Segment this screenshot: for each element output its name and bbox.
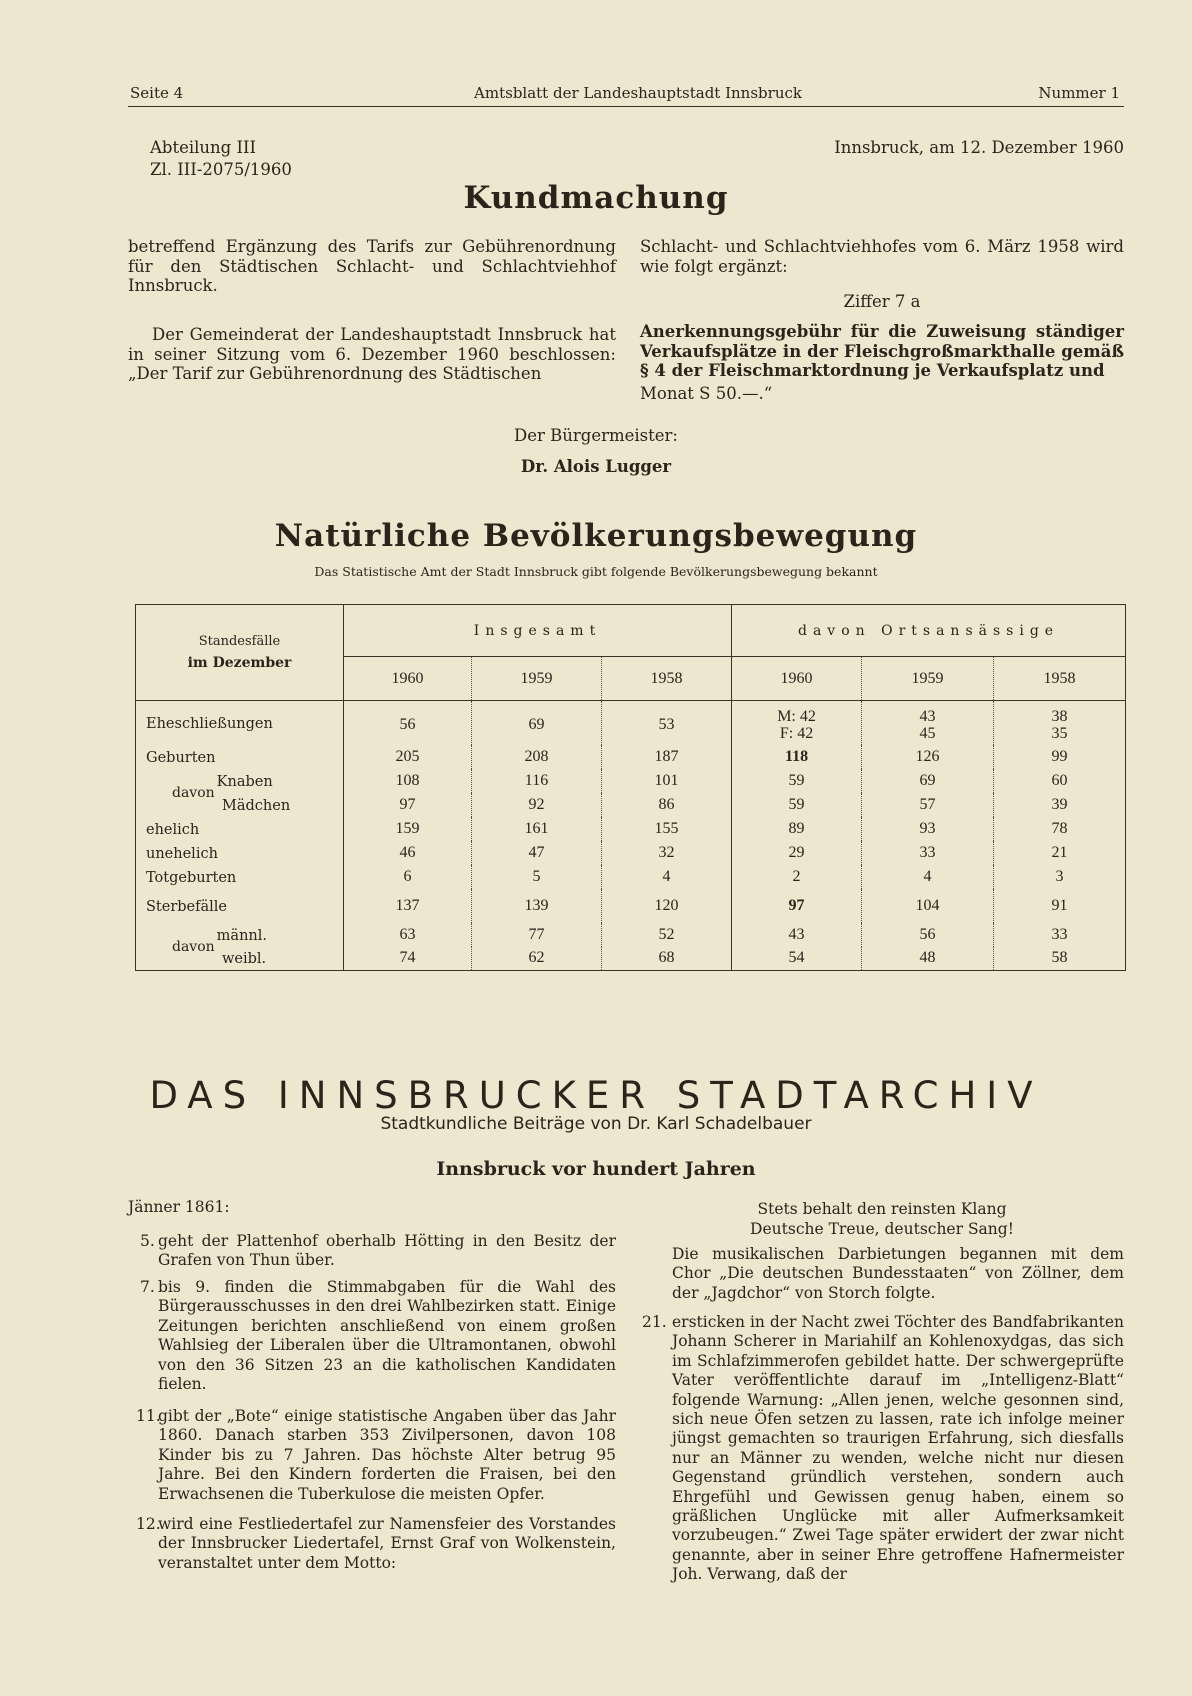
table-header-row xyxy=(136,605,1126,657)
entry-day: 11. xyxy=(136,1407,161,1425)
table-cell: 92 xyxy=(472,793,602,817)
table-cell: 208 xyxy=(472,745,602,769)
table-row xyxy=(136,745,1126,769)
table-cell: 38 35 xyxy=(994,701,1126,745)
table-cell: 97 xyxy=(788,896,805,914)
row-label: Mädchen xyxy=(222,797,291,814)
column-label-cell xyxy=(136,605,344,701)
table-row xyxy=(136,817,1126,841)
row-label-cell xyxy=(136,745,344,769)
row-label-cell xyxy=(136,817,344,841)
year-header: 1960 xyxy=(732,657,862,701)
chronicle-entry xyxy=(140,1278,616,1394)
row-label-cell xyxy=(136,865,344,889)
table-cell: 104 xyxy=(862,889,994,923)
table-cell: 33 xyxy=(862,841,994,865)
table-cell: 56 xyxy=(862,923,994,947)
year-header: 1959 xyxy=(862,657,994,701)
table-cell: 97 xyxy=(399,795,416,813)
table-cell: 52 xyxy=(602,923,732,947)
table-body xyxy=(136,701,1126,971)
group-header-total: Insgesamt xyxy=(344,605,732,657)
row-label: männl. xyxy=(216,927,267,944)
table-cell: 63 xyxy=(399,925,416,943)
population-table xyxy=(135,604,1126,971)
population-subtitle: Das Statistische Amt der Stadt Innsbruck gibt folgende Bevölkerungsbewegung bekannt xyxy=(314,564,878,579)
column-label-1: Standesfälle xyxy=(198,634,281,649)
row-label-cell xyxy=(136,769,344,801)
table-row xyxy=(136,701,1126,745)
table-row xyxy=(136,841,1126,865)
table-cell: 43 45 xyxy=(862,701,994,745)
row-label-cell xyxy=(136,923,344,955)
table-cell: 108 xyxy=(395,771,420,789)
table-row xyxy=(136,889,1126,923)
entry-text: bis 9. finden die Stimmabgaben für die Wahl des Bürgerausschusses in den drei Wahlbezirken statt. Einige Zeitungen berichten anschließend von einem großen Wahlsieg der Liberalen über die Ultramontanen, obwohl von den 36 Sitzen 23 an die katholischen Kandidaten fielen. xyxy=(158,1278,616,1394)
table-cell: 161 xyxy=(472,817,602,841)
row-label: ehelich xyxy=(146,821,200,838)
table-cell: 74 xyxy=(344,947,472,971)
row-prefix: davon xyxy=(172,784,215,801)
running-header xyxy=(128,84,1124,107)
year-header: 1960 xyxy=(344,657,472,701)
table-cell: 86 xyxy=(602,793,732,817)
table-cell: 54 xyxy=(732,947,862,971)
row-label: Geburten xyxy=(146,749,216,766)
row-label: weibl. xyxy=(222,951,267,968)
column-label-2: im Dezember xyxy=(187,655,292,671)
issue-number: Nummer 1 xyxy=(1038,84,1120,102)
table-cell: 62 xyxy=(472,947,602,971)
reference-number: Zl. III-2075/1960 xyxy=(150,160,292,179)
table-cell: 43 xyxy=(788,925,805,943)
table-cell: 78 xyxy=(994,817,1126,841)
month-heading: Jänner 1861: xyxy=(128,1198,230,1216)
table-cell: 137 xyxy=(395,896,420,914)
table-cell: 4 xyxy=(862,865,994,889)
table-cell: 69 xyxy=(472,701,602,745)
entry-text: gibt der „Bote“ einige statistische Angaben über das Jahr 1860. Danach starben 353 Zivilpersonen, davon 108 Kinder bis zu 7 Jahren. Das höchste Alter betrug 95 Jahre. Bei den Kindern forderten die Fraisen, bei den Erwachsenen die Tuberkulose die meisten Opfer. xyxy=(158,1407,616,1503)
table-cell: 29 xyxy=(788,843,805,861)
chronicle-entry xyxy=(136,1407,616,1504)
table-cell: 46 xyxy=(399,843,416,861)
table-cell: 139 xyxy=(472,889,602,923)
table-cell: 39 xyxy=(994,793,1126,817)
motto-line-1: Stets behalt den reinsten Klang xyxy=(757,1200,1007,1218)
table-cell: 5 xyxy=(472,865,602,889)
motto-line-2: Deutsche Treue, deutscher Sang! xyxy=(750,1220,1014,1238)
year-header: 1958 xyxy=(602,657,732,701)
chronicle-entry xyxy=(642,1313,1124,1585)
table-cell: 33 xyxy=(994,923,1126,947)
table-cell: 32 xyxy=(602,841,732,865)
ziffer-text: Anerkennungsgebühr für die Zuweisung ständiger Verkaufsplätze in der Fleischgroßmarkthalle gemäß § 4 der Fleischmarktordnung je Verkaufsplatz und xyxy=(640,322,1124,380)
table-cell: 93 xyxy=(862,817,994,841)
table-cell: 120 xyxy=(602,889,732,923)
row-label-cell xyxy=(136,841,344,865)
archive-section-title: Innsbruck vor hundert Jahren xyxy=(436,1158,756,1180)
table-cell: 99 xyxy=(994,745,1126,769)
ziffer-heading: Ziffer 7 a xyxy=(843,292,921,311)
archive-title: DAS INNSBRUCKER STADTARCHIV xyxy=(149,1074,1043,1117)
page-number: Seite 4 xyxy=(130,84,184,102)
table-cell: 116 xyxy=(472,769,602,793)
archive-subtitle: Stadtkundliche Beiträge von Dr. Karl Schadelbauer xyxy=(380,1114,812,1134)
table-cell: 59 xyxy=(788,771,805,789)
entry-day: 12. xyxy=(136,1515,161,1533)
table-cell: 89 xyxy=(788,819,805,837)
table-cell: 60 xyxy=(994,769,1126,793)
entry-text: wird eine Festliedertafel zur Namensfeier des Vorstandes der Innsbrucker Liedertafel, Ernst Graf von Wolkenstein, veranstaltet unter dem Motto: xyxy=(158,1515,616,1572)
row-label-cell xyxy=(136,793,344,817)
row-label-cell xyxy=(136,701,344,745)
table-cell: 56 xyxy=(399,715,416,733)
signer-name: Dr. Alois Lugger xyxy=(520,457,672,476)
table-cell: 77 xyxy=(472,923,602,947)
table-cell: 48 xyxy=(862,947,994,971)
table-cell: 69 xyxy=(862,769,994,793)
row-label: Knaben xyxy=(216,773,273,790)
notice-intro: betreffend Ergänzung des Tarifs zur Gebührenordnung für den Städtischen Schlacht- und Schlachtviehhof Innsbruck. xyxy=(128,237,616,295)
entry-day: 21. xyxy=(642,1313,667,1331)
row-label: unehelich xyxy=(146,845,218,862)
table-row xyxy=(136,923,1126,947)
chronicle-entry xyxy=(136,1515,616,1573)
entry-day: 5. xyxy=(140,1232,155,1250)
notice-title: Kundmachung xyxy=(463,180,729,216)
entry-day: 7. xyxy=(140,1278,155,1296)
table-cell: 4 xyxy=(602,865,732,889)
table-row xyxy=(136,865,1126,889)
entry-text: ersticken in der Nacht zwei Töchter des Bandfabrikanten Johann Scherer in Mariahilf an Kohlenoxydgas, das sich im Schlafzimmerofen gebildet hatte. Der schwergeprüfte Vater veröffentlichte darauf im „Intelligenz-Blatt“ folgende Warnung: „Allen jenen, welche gesonnen sind, sich neue Öfen setzen zu lassen, rate ich infolge meiner jüngst gemachten so traurigen Erfahrung, sich diesfalls nur an Männer zu wenden, welche nicht nur diesen Gegenstand gründlich verstehen, sondern auch Ehrgefühl und Gewissen genug haben, einem so gräßlichen Unglücke mit aller Aufmerksamkeit vorzubeugen.“ Zwei Tage später erwidert der zwar nicht genannte, aber in seiner Ehre getroffene Hafnermeister Joh. Verwang, daß der xyxy=(672,1313,1124,1584)
table-cell: 2 xyxy=(792,867,801,885)
table-row xyxy=(136,769,1126,793)
table-cell: 91 xyxy=(994,889,1126,923)
publication-title: Amtsblatt der Landeshauptstadt Innsbruck xyxy=(474,84,802,102)
row-label-cell xyxy=(136,889,344,923)
row-label: Totgeburten xyxy=(146,869,237,886)
row-label-cell xyxy=(136,947,344,971)
table-cell: 68 xyxy=(602,947,732,971)
group-header-residents: davon Ortsansässige xyxy=(732,605,1126,657)
department: Abteilung III xyxy=(150,138,257,157)
entry-text: geht der Plattenhof oberhalb Hötting in den Besitz der Grafen von Thun über. xyxy=(158,1232,616,1270)
table-cell: 57 xyxy=(862,793,994,817)
music-paragraph: Die musikalischen Darbietungen begannen mit dem Chor „Die deutschen Bundesstaaten“ von Zöllner, dem der „Jagdchor“ von Storch folgte. xyxy=(672,1245,1124,1302)
council-resolution: Der Gemeinderat der Landeshauptstadt Innsbruck hat in seiner Sitzung vom 6. Dezember 1960 beschlossen: „Der Tarif zur Gebührenordnung des Städtischen xyxy=(128,325,616,383)
table-cell: 53 xyxy=(602,701,732,745)
year-header: 1959 xyxy=(472,657,602,701)
table-cell: 187 xyxy=(602,745,732,769)
table-cell: 205 xyxy=(395,747,420,765)
table-cell: 101 xyxy=(602,769,732,793)
signer-title: Der Bürgermeister: xyxy=(514,426,678,445)
chronicle-entry xyxy=(140,1232,616,1271)
table-cell: M: 42 F: 42 xyxy=(777,707,816,742)
ziffer-end: Monat S 50.—.“ xyxy=(640,384,773,403)
table-cell: 118 xyxy=(784,747,809,765)
table-cell: 3 xyxy=(994,865,1126,889)
table-cell: 58 xyxy=(994,947,1126,971)
table-cell: 59 xyxy=(788,795,805,813)
notice-date: Innsbruck, am 12. Dezember 1960 xyxy=(834,138,1124,157)
table-cell: 126 xyxy=(862,745,994,769)
table-cell: 155 xyxy=(602,817,732,841)
table-cell: 21 xyxy=(994,841,1126,865)
table-row xyxy=(136,793,1126,817)
row-label: Sterbefälle xyxy=(146,898,228,915)
table-row xyxy=(136,947,1126,971)
table-cell: 47 xyxy=(472,841,602,865)
year-header: 1958 xyxy=(994,657,1126,701)
row-prefix: davon xyxy=(172,938,215,955)
resolution-continued: Schlacht- und Schlachtviehhofes vom 6. März 1958 wird wie folgt ergänzt: xyxy=(640,237,1124,276)
population-title: Natürliche Bevölkerungsbewegung xyxy=(274,518,918,554)
table-cell: 159 xyxy=(395,819,420,837)
row-label: Eheschließungen xyxy=(146,715,273,732)
table-cell: 6 xyxy=(403,867,412,885)
